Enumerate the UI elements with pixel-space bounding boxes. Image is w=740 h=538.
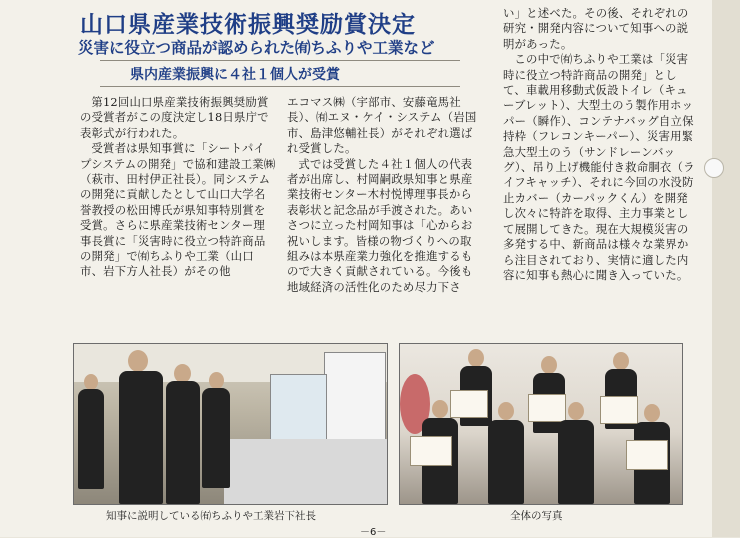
photo-presentation xyxy=(73,343,388,505)
article-column-2 xyxy=(287,95,483,295)
headline: 山口県産業技術振興奨励賞決定 xyxy=(80,12,416,38)
page-edge xyxy=(712,0,740,537)
photo-group xyxy=(399,343,683,505)
photo-caption-left: 知事に説明している㈲ちふりや工業岩下社長 xyxy=(106,510,316,522)
article-column-1 xyxy=(80,95,276,280)
subheadline-2: 県内産業振興に４社１個人が受賞 xyxy=(130,67,340,83)
subheadline: 災害に役立つ商品が認められた㈲ちふりや工業など xyxy=(78,39,435,57)
divider xyxy=(100,86,460,87)
divider xyxy=(100,60,460,61)
binder-hole xyxy=(704,158,724,178)
paragraph: 受賞者は県知事賞に「シートパイプシステムの開発」で協和建設工業㈱（萩市、田村伊正社長）。同システムの開発に貢献したとして山口大学名誉教授の松田博氏が県知事特別賞を受賞。さらに県産業技術センター理事長賞に「災害時に役立つ特許商品の開発」で㈲ちふりや工業（山口市、岩下方人社長）がその他 xyxy=(80,141,276,279)
article-column-3 xyxy=(503,6,697,283)
paragraph: い」と述べた。その後、それぞれの研究・開発内容について知事への説明があった。 xyxy=(503,6,689,51)
paragraph: 第12回山口県産業技術振興奨励賞の受賞者がこの度決定し18日県庁で表彰式が行われた。 xyxy=(80,95,269,140)
photo-caption-right: 全体の写真 xyxy=(510,510,563,522)
paragraph: エコマス㈱（宇部市、安藤竜馬社長）、㈲エヌ・ケイ・システム（岩国市、島津悠輔社長）がそれぞれ選ばれ受賞した。 xyxy=(287,95,477,156)
paragraph: この中で㈲ちふりや工業は「災害時に役立つ特許商品の開発」として、車載用移動式仮設トイレ（キューブレット）、大型土のう製作用ホッパー（瞬作）、コンテナバッグ自立保持枠（フレコンキーパー）、災害用緊急大型土のう（サンドレーンバッグ）、吊り上げ機能付き救命胴衣（ライフキャッチ）、それに今回の水没防止カバー（カーパックくん）を開発し次々に特許を取得、主力事業として展開してきた。現在大規模災害の多発する中、新商品は様々な業界から注目されており、実情に適した内容に知事も熱心に聞き入っていた。 xyxy=(503,52,695,282)
page-number: －6－ xyxy=(360,527,387,538)
paragraph: 式では受賞した４社１個人の代表者が出席し、村岡嗣政県知事と県産業技術センター木村悦博理事長から表彰状と記念品が手渡された。あいさつに立った村岡知事は「心からお祝いします。皆様の物づくりへの取組みは本県産業力強化を推進するもので大きく貢献されている。今後も地域経済の活性化のため尽力下さ xyxy=(287,156,473,294)
